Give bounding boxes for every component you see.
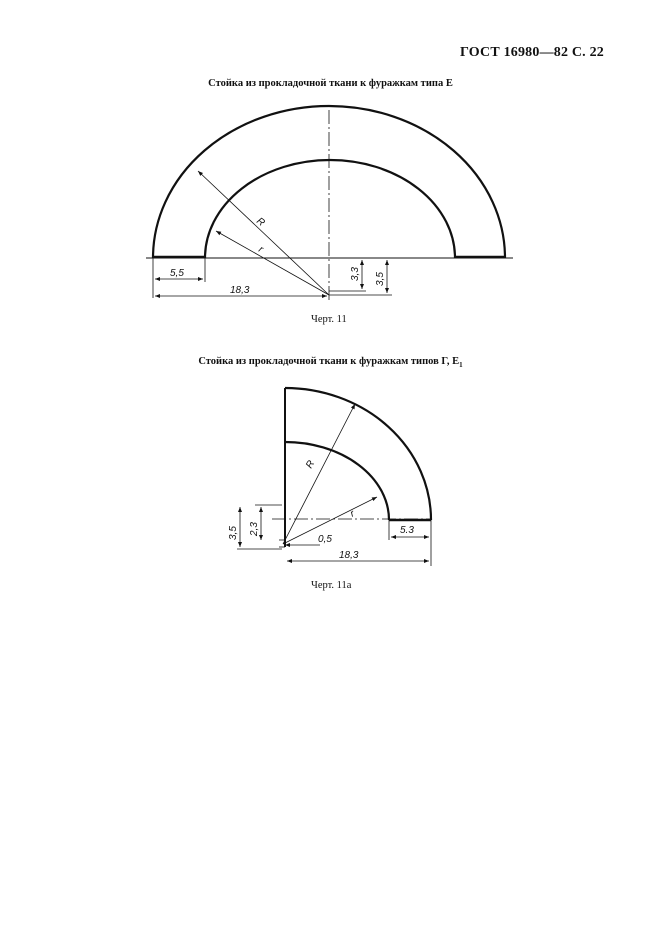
figure-11a-label-R: R: [304, 458, 318, 471]
page-header: ГОСТ 16980—82 С. 22: [460, 45, 604, 60]
figure-11a-dim-5-3: 5.3: [400, 525, 414, 536]
figure-11-dim-3-5: 3,5: [375, 272, 386, 286]
figure-11a-label-r: r: [348, 508, 357, 520]
figure-11a-label: Черт. 11а: [311, 580, 352, 591]
figure-11-label: Черт. 11: [311, 314, 347, 325]
figure-11-label-R: R: [254, 215, 267, 229]
figure-11-dim-18-3: 18,3: [230, 285, 250, 296]
figure-11a-dim-0-5: 0,5: [318, 534, 332, 545]
figure-11-label-r: r: [256, 244, 265, 256]
inner-arc: [205, 160, 455, 258]
figure-11a-title-main: Стойка из прокладочной ткани к фуражкам типов Г, Е: [198, 356, 460, 367]
radius-R-line: [283, 404, 355, 544]
figure-11-title: Стойка из прокладочной ткани к фуражкам типа Е: [208, 78, 453, 89]
figure-11a-title-subscript: 1: [459, 361, 463, 370]
outer-arc: [285, 388, 431, 520]
radius-R-line: [198, 171, 329, 295]
figure-11-dim-5-5: 5,5: [170, 268, 184, 279]
figure-11a-dim-18-3: 18,3: [339, 550, 359, 561]
figure-11a-dim-3-5: 3,5: [228, 526, 239, 540]
figure-11-dim-3-3: 3,3: [350, 267, 361, 281]
inner-arc: [285, 442, 389, 520]
figure-11-drawing: [146, 106, 513, 300]
figure-11a-dim-2-3: 2,3: [249, 522, 260, 536]
figure-11a-drawing: [237, 388, 432, 566]
